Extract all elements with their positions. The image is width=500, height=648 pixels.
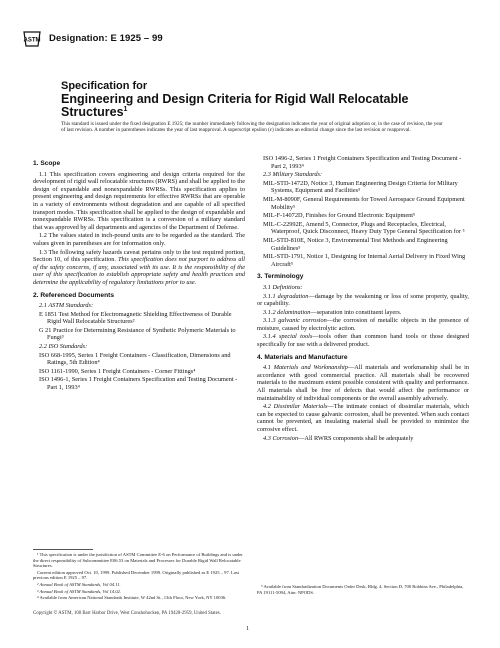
- ref-subheading-military: 2.3 Military Standards:: [263, 171, 323, 179]
- footnote: ⁴ Available from American National Standards Institute, W 42nd St., 13th Floor, New York, NY 10036.: [37, 595, 227, 601]
- footnotes-right: [257, 584, 469, 596]
- ref-item: MIL-C-22992E, Amend 5, Connector, Plugs and Receptacles, Electrical, Waterproof, Quick Disconnect, Heavy Duty Type General Specification for ⁵: [263, 220, 465, 236]
- copyright-notice: Copyright © ASTM, 100 Barr Harbor Drive, West Conshohocken, PA 19428-2959, United States.: [33, 611, 221, 616]
- title-prefix: Specification for: [61, 80, 148, 92]
- definition-galvanic-corrosion: 3.1.3 galvanic corrosion—the corrosion of metallic objects in the presence of moisture, caused by electrolytic action.: [257, 317, 469, 332]
- definition-delamination: 3.1.2 delamination—separation into constituent layers.: [263, 308, 402, 316]
- designation: Designation: E 1925 – 99: [49, 33, 163, 44]
- section-heading-terminology: 3. Terminology: [257, 273, 304, 281]
- right-column: [257, 155, 469, 443]
- definitions-subheading: 3.1 Definitions:: [263, 283, 303, 291]
- paragraph-4-2: 4.2 Dissimilar Materials—The intimate contact of dissimilar materials, which can be expected to cause galvanic corrosion, shall be prevented. When such contact cannot be prevented, an insulating material shall be provided to minimize the corrosive effect.: [257, 403, 469, 433]
- astm-logo-icon: [22, 30, 42, 48]
- section-heading-materials: 4. Materials and Manufacture: [257, 353, 348, 361]
- paragraph-4-1: 4.1 Materials and Workmanship—All materials and workmanship shall be in accordance with good commercial practice. All materials shall be recovered materials to the maximum extent possible consistent with quality and performance. All materials shall be free of defects that would affect the performance or maintainability of individual components or the overall assembly adversely.: [257, 364, 469, 402]
- definition-degradation: 3.1.1 degradation—damage by the weakening or loss of some property, quality, or capability.: [257, 292, 469, 308]
- ref-item: ISO 1496-1, Series 1 Freight Containers Specification and Testing Document - Part 1, 1993⁴: [39, 376, 238, 392]
- footnote: ³ Annual Book of ASTM Standards, Vol 14.02.: [37, 588, 121, 594]
- section-heading-referenced-documents: 2. Referenced Documents: [33, 291, 114, 299]
- ref-subheading-iso: 2.2 ISO Standards:: [39, 343, 88, 351]
- ref-item: MIL-STD-1472D, Notice 3, Human Engineering Design Criteria for Military Systems, Equipment and Facilities⁵: [263, 179, 458, 195]
- definition-special-tools: 3.1.4 special tools—tools other than common hand tools or those designed specifically for use with a delivered product.: [257, 333, 469, 349]
- page-number: 1: [246, 626, 249, 632]
- ref-subheading-astm: 2.1 ASTM Standards:: [39, 302, 94, 310]
- ref-item: ISO 1161-1990, Series 1 Freight Containers - Corner Fittings⁴: [39, 367, 196, 375]
- paragraph-4-3: 4.3 Corrosion—All RWRS components shall be adequately: [263, 434, 414, 442]
- left-column: [33, 155, 245, 393]
- ref-item: MIL-M-8090F, General Requirements for Towed Aerospace Ground Equipment Mobility⁵: [263, 195, 465, 211]
- ref-item: G 21 Practice for Determining Resistance of Synthetic Polymeric Materials to Fungi³: [39, 326, 236, 342]
- ref-item: ISO 1496-2, Series 1 Freight Containers Specification and Testing Document - Part 2, 1993⁴: [263, 155, 462, 170]
- ref-item: MIL-STD-1791, Notice 1, Designing for Internal Aerial Delivery in Fixed Wing Aircraft⁵: [263, 253, 466, 268]
- ref-item: E 1851 Test Method for Electromagnetic Shielding Effectiveness of Durable Rigid Wall Relocatable Structures²: [39, 310, 232, 326]
- section-heading-scope: 1. Scope: [33, 160, 61, 167]
- standard-note: This standard is issued under the fixed designation E 1925; the number immediately following the designation indicates the year of original adoption or, in the case of revision, the year of last revision. A number in parentheses indicates the year of last reapproval. A superscript epsilon (ε) indicates an editorial change since the last revision or reapproval.: [61, 121, 443, 134]
- footnote: ¹ This specification is under the jurisdiction of ASTM Committee E-6 on Performance of Buildings and is under the direct responsibility of Subcommittee E06.53 on Materials and Processes for Durable Rigid Wall Relocatable Structures.: [33, 552, 243, 569]
- footnote-divider: [33, 549, 93, 550]
- svg-text:ASTM: ASTM: [23, 37, 41, 44]
- footnotes-left: [33, 552, 245, 602]
- title-block: [61, 80, 441, 119]
- footnote: ² Annual Book of ASTM Standards, Vol 04.11.: [37, 581, 121, 587]
- footnote: ⁵ Available from Standardization Documents Order Desk, Bldg. 4, Section D, 700 Robbins Ave., Philadelphia, PA 19111-5094, Attn: NPODS.: [257, 584, 464, 595]
- footnote: Current edition approved Oct. 10, 1999. Published December 1999. Originally published as E 1925 – 97. Last previous edition E 1925 – 97.: [33, 569, 239, 581]
- ref-item: MIL-STD-810E, Notice 3, Environmental Test Methods and Engineering Guidelines⁵: [263, 236, 448, 252]
- paragraph-1-2: 1.2 The values stated in inch-pound units are to be regarded as the standard. The values given in parentheses are for information only.: [33, 232, 245, 247]
- paragraph-1-3: 1.3 The following safety hazards caveat pertains only to the test required portion, Section 10, of this specification. This specification does not purport to address all of the safety concerns, if any, associated with its use. It is the responsibility of the user of this specification to establish appropriate safety and health practices and determine the applicability of regulatory limitations prior to use.: [33, 248, 245, 286]
- ref-item: MIL-F-14072D, Finishes for Ground Electronic Equipment⁵: [263, 212, 416, 220]
- ref-item: ISO 668-1995, Series 1 Freight Containers - Classification, Dimensions and Ratings, 5th Edition⁴: [39, 351, 231, 367]
- paragraph-1-1: 1.1 This specification covers engineering and design criteria required for the development of rigid wall relocatable structures (RWRS) and shall be applied to the design of expandable and nonexpandable RWRSs. This specification applies to present engineering and design requirements for effective RWRSs that are operable in a variety of environments without degradation and are capable of all specified transport modes. This specification shall be applied to the design of expandable and nonexpandable RWRSs. This specification is a conversion of a military standard that was approved by all departments and agencies of the Department of Defense.: [33, 170, 245, 231]
- document-title: Engineering and Design Criteria for Rigid Wall Relocatable Structures$^1$: [61, 92, 409, 119]
